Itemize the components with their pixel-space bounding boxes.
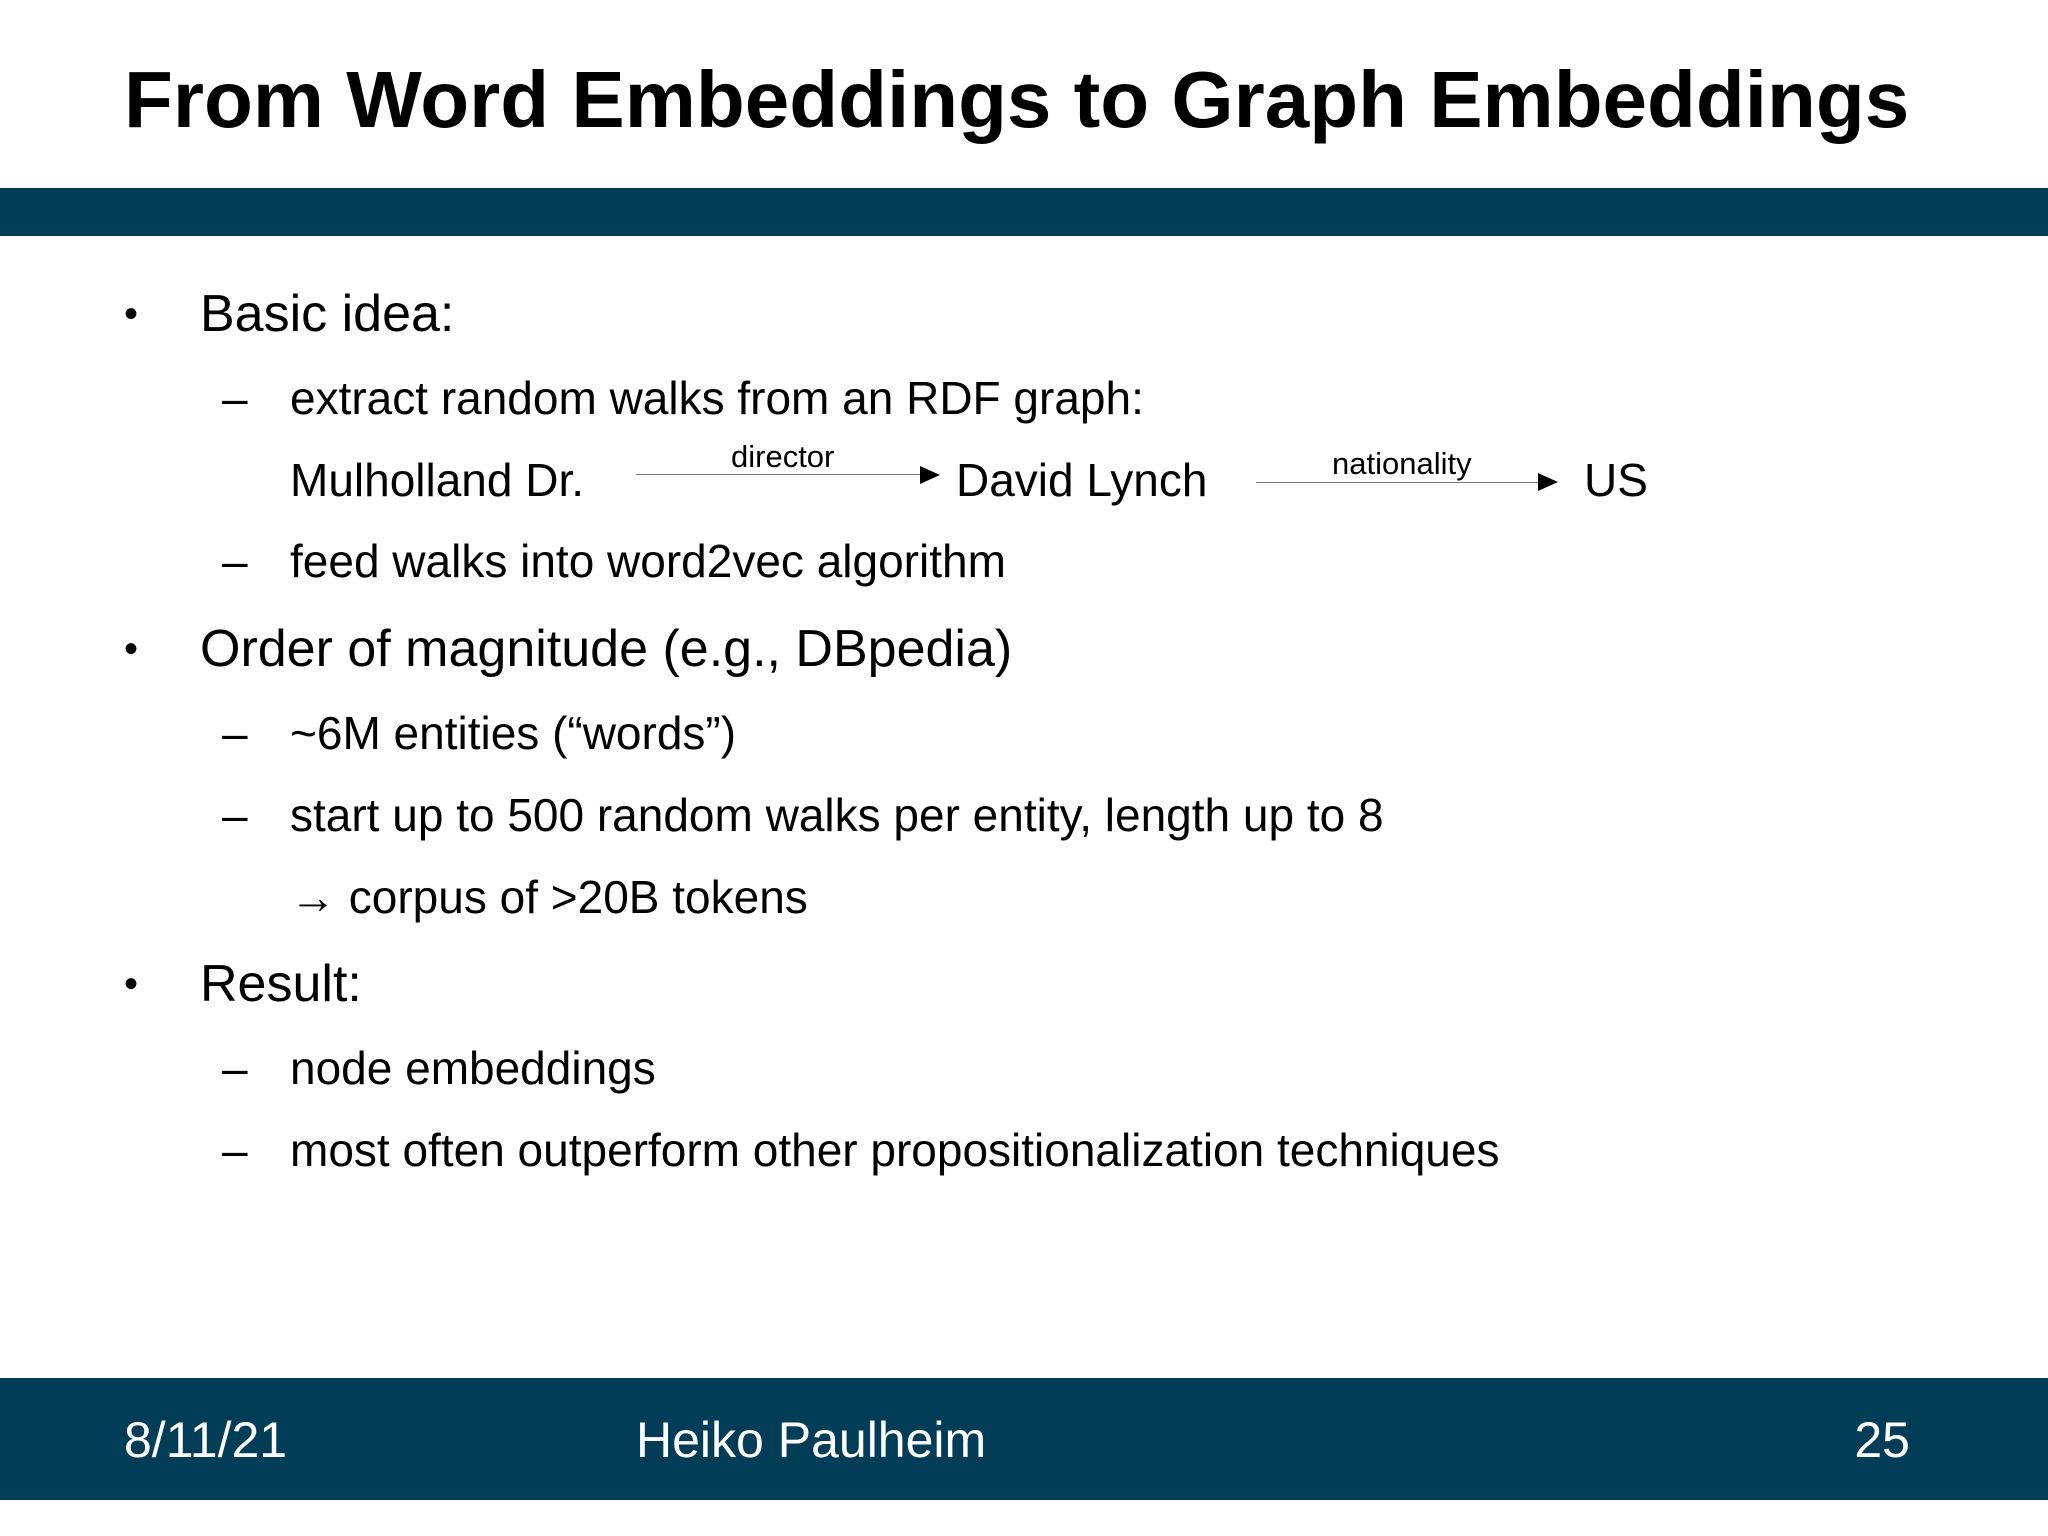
dash-marker: – [222, 372, 248, 424]
footer-page-number: 25 [1854, 1412, 1910, 1468]
footer-author: Heiko Paulheim [636, 1412, 987, 1468]
arrowhead-icon [920, 466, 940, 484]
edge-line-nationality [1256, 482, 1540, 483]
slide-title: From Word Embeddings to Graph Embeddings [124, 55, 1910, 144]
dash-marker: – [222, 789, 248, 841]
edge-line-director [636, 474, 922, 475]
walk-node-us: US [1584, 454, 1648, 506]
subitem-outperform: most often outperform other propositionalization techniques [290, 1124, 1500, 1176]
footer-bar [0, 1378, 2048, 1500]
arrowhead-icon [1538, 473, 1558, 491]
bullet-marker: • [124, 962, 139, 1006]
bullet-basic-idea: Basic idea: [200, 285, 455, 343]
edge-label-nationality: nationality [1332, 446, 1472, 481]
dash-marker: – [222, 535, 248, 587]
bullet-marker: • [124, 627, 139, 671]
walk-node-mulholland: Mulholland Dr. [290, 454, 585, 506]
subitem-entities: ~6M entities (“words”) [290, 707, 737, 759]
dash-marker: – [222, 1124, 248, 1176]
bullet-result: Result: [200, 955, 362, 1013]
top-band [0, 188, 2048, 236]
subitem-feed-walks: feed walks into word2vec algorithm [290, 535, 1006, 587]
subitem-extract-walks: extract random walks from an RDF graph: [290, 372, 1144, 424]
bullet-marker: • [124, 292, 139, 336]
bullet-order-of-magnitude: Order of magnitude (e.g., DBpedia) [200, 620, 1013, 678]
subitem-node-embeddings: node embeddings [290, 1042, 656, 1094]
walk-node-david-lynch: David Lynch [956, 454, 1208, 506]
footer-date: 8/11/21 [124, 1412, 288, 1468]
edge-label-director: director [731, 439, 835, 474]
subitem-corpus: → corpus of >20B tokens [290, 871, 808, 923]
subitem-random-walks: start up to 500 random walks per entity, length up to 8 [290, 789, 1384, 841]
dash-marker: – [222, 1042, 248, 1094]
dash-marker: – [222, 707, 248, 759]
